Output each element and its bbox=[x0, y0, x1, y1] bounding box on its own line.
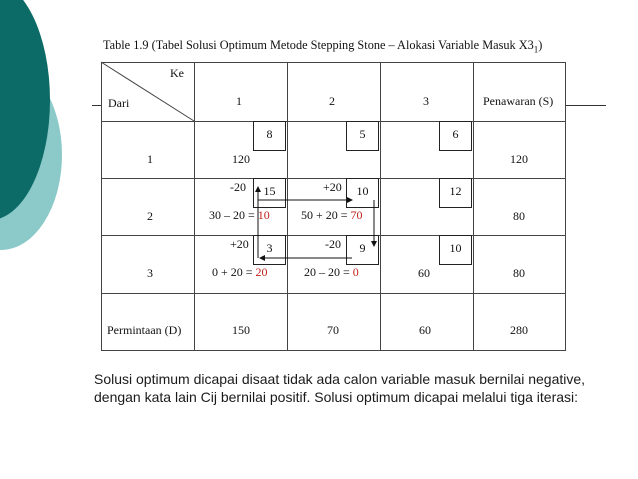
demand-3: 60 bbox=[419, 323, 431, 337]
cost-2-2: 10 bbox=[346, 178, 379, 208]
delta-2-2: +20 bbox=[323, 180, 342, 194]
header-ke: Ke bbox=[170, 66, 184, 80]
demand-total: 280 bbox=[510, 323, 528, 337]
body-text: Solusi optimum dicapai disaat tidak ada calon variable masuk bernilai negative, dengan kata lain Cij bernilai positif. Solusi optimum dicapai melalui tiga iterasi: bbox=[94, 371, 586, 405]
calc-3-1: 0 + 20 = 20 bbox=[212, 265, 268, 279]
header-dari: Dari bbox=[108, 96, 130, 110]
cost-3-3: 10 bbox=[439, 235, 472, 265]
cost-2-3: 12 bbox=[439, 178, 472, 208]
cost-1-2: 5 bbox=[346, 121, 379, 151]
calc-2-1: 30 – 20 = 10 bbox=[209, 208, 270, 222]
cost-2-1: 15 bbox=[253, 178, 286, 208]
supply-3: 80 bbox=[513, 266, 525, 280]
demand-1: 150 bbox=[232, 323, 250, 337]
row-label-3: 3 bbox=[147, 266, 153, 280]
delta-3-1: +20 bbox=[230, 237, 249, 251]
calc-2-2: 50 + 20 = 70 bbox=[301, 208, 363, 222]
calc-3-2: 20 – 20 = 0 bbox=[304, 265, 359, 279]
cost-3-1: 3 bbox=[253, 235, 286, 265]
header-diagonal bbox=[101, 62, 194, 121]
demand-2: 70 bbox=[327, 323, 339, 337]
alloc-1-1: 120 bbox=[232, 152, 250, 166]
header-supply: Penawaran (S) bbox=[483, 94, 554, 108]
header-col-3: 3 bbox=[423, 94, 429, 108]
row-label-1: 1 bbox=[147, 152, 153, 166]
supply-2: 80 bbox=[513, 209, 525, 223]
alloc-3-3: 60 bbox=[418, 266, 430, 280]
row-label-2: 2 bbox=[147, 209, 153, 223]
cost-3-2: 9 bbox=[346, 235, 379, 265]
delta-2-1: -20 bbox=[230, 180, 246, 194]
demand-label: Permintaan (D) bbox=[107, 323, 182, 337]
cost-1-1: 8 bbox=[253, 121, 286, 151]
delta-3-2: -20 bbox=[325, 237, 341, 251]
header-col-1: 1 bbox=[236, 94, 242, 108]
supply-1: 120 bbox=[510, 152, 528, 166]
table-title: Table 1.9 (Tabel Solusi Optimum Metode Stepping Stone – Alokasi Variable Masuk $X3_1$) bbox=[103, 38, 543, 55]
header-col-2: 2 bbox=[329, 94, 335, 108]
cost-1-3: 6 bbox=[439, 121, 472, 151]
